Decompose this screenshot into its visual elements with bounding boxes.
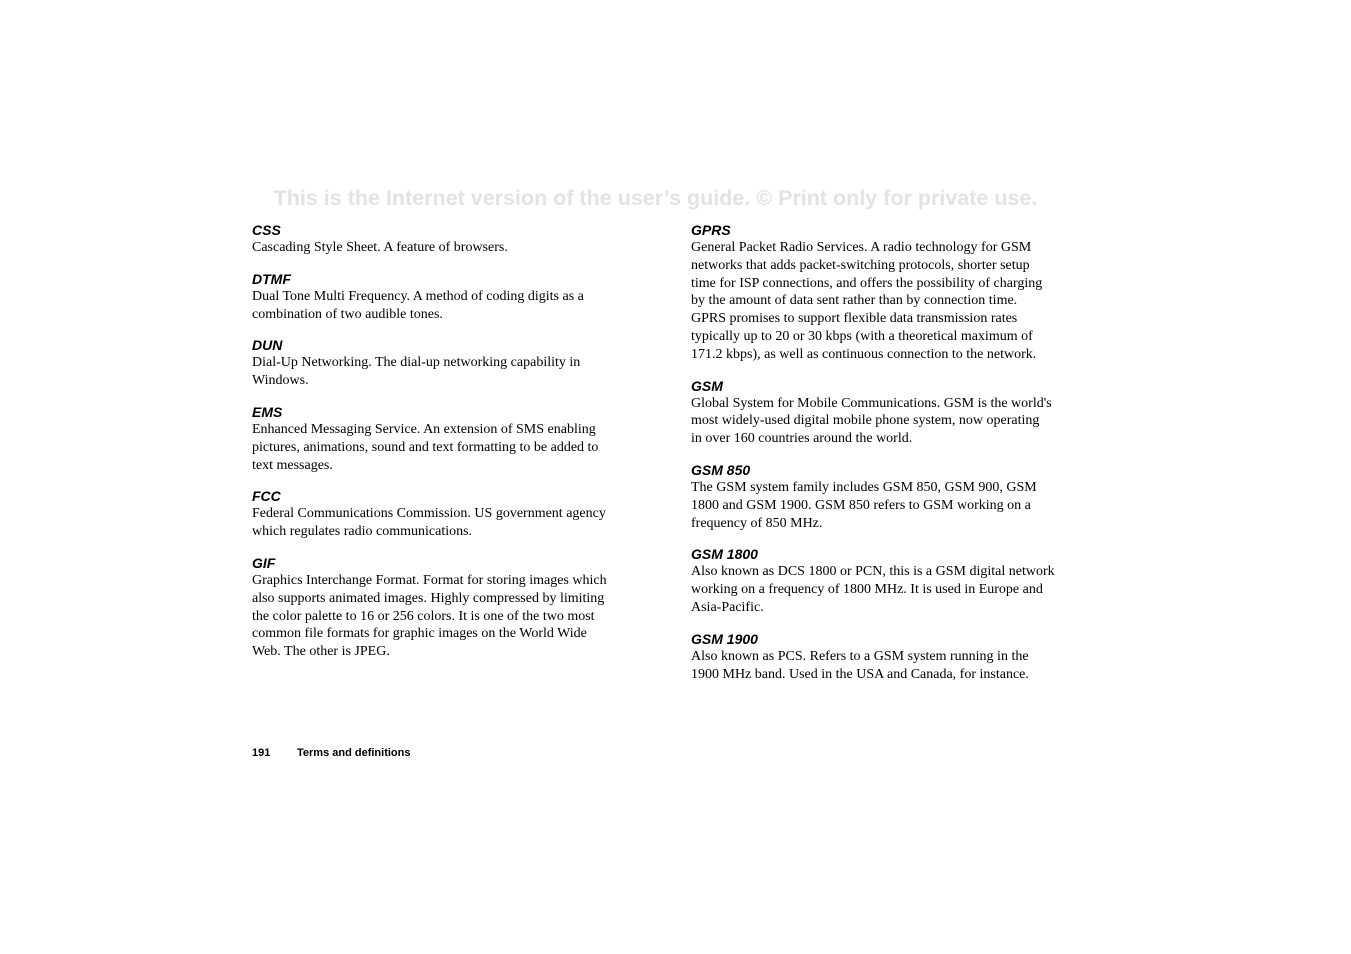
- glossary-entry-gsm-1800: [691, 546, 1063, 616]
- term-heading: FCC: [252, 488, 281, 505]
- term-heading: GIF: [252, 554, 276, 571]
- definition-text: Federal Communications Commission. US government agency which regulates radio communications.: [252, 506, 606, 540]
- definition-text: Enhanced Messaging Service. An extension of SMS enabling pictures, animations, sound and text formatting to be added to text messages.: [252, 421, 599, 473]
- term-heading: GSM 1800: [691, 546, 758, 563]
- term-heading: GSM: [691, 377, 723, 394]
- section-title: Terms and definitions: [297, 747, 411, 759]
- definition-text: Also known as DCS 1800 or PCN, this is a GSM digital network working on a frequency of 1800 MHz. It is used in Europe and Asia-Pacific.: [691, 564, 1055, 615]
- term-heading: GPRS: [691, 222, 731, 238]
- glossary-entry-gsm-850: [691, 462, 1063, 532]
- term-heading: CSS: [252, 222, 281, 238]
- definition-text: Also known as PCS. Refers to a GSM system running in the 1900 MHz band. Used in the USA and Canada, for instance.: [691, 648, 1029, 682]
- glossary-entry-gsm-1900: [691, 631, 1063, 684]
- definition-text: The GSM system family includes GSM 850, GSM 900, GSM 1800 and GSM 1900. GSM 850 refers to GSM working on a frequency of 850 MHz.: [691, 479, 1037, 531]
- glossary-entry-gif: [252, 555, 624, 661]
- watermark-banner: This is the Internet version of the user’s guide. © Print only for private use.: [273, 186, 1038, 210]
- glossary-entry-dun: [252, 337, 624, 390]
- term-heading: DUN: [252, 337, 283, 354]
- definition-text: Cascading Style Sheet. A feature of browsers.: [252, 240, 508, 255]
- page-footer: [252, 745, 410, 761]
- glossary-entry-fcc: [252, 488, 624, 541]
- definition-text: Dual Tone Multi Frequency. A method of coding digits as a combination of two audible tones.: [252, 288, 584, 322]
- definition-text: Graphics Interchange Format. Format for storing images which also supports animated images. Highly compressed by limiting the color palette to 16 or 256 colors. It is one of the two most common file formats for graphic images on the World Wide Web. The other is JPEG.: [252, 572, 607, 660]
- glossary-entry-gsm: [691, 378, 1063, 448]
- left-column: [252, 222, 624, 675]
- term-heading: DTMF: [252, 270, 291, 287]
- glossary-entry-gprs: [691, 222, 1063, 364]
- glossary-entry-ems: [252, 404, 624, 474]
- glossary-entry-css: [252, 222, 624, 257]
- term-heading: GSM 1900: [691, 630, 758, 647]
- term-heading: EMS: [252, 403, 283, 420]
- definition-text: Global System for Mobile Communications. GSM is the world's most widely-used digital mobile phone system, now operating in over 160 countries around the world.: [691, 395, 1052, 447]
- page-number: 191: [252, 747, 271, 759]
- definition-text: Dial-Up Networking. The dial-up networking capability in Windows.: [252, 355, 581, 389]
- right-column: [691, 222, 1063, 697]
- glossary-entry-dtmf: [252, 271, 624, 324]
- definition-text: General Packet Radio Services. A radio technology for GSM networks that adds packet-switching protocols, shorter setup time for ISP connections, and offers the possibility of charging by the amount of data sent rather than by connection time. GPRS promises to support flexible data transmission rates typically up to 20 or 30 kbps (with a theoretical maximum of 171.2 kbps), as well as continuous connection to the network.: [691, 240, 1043, 362]
- term-heading: GSM 850: [691, 461, 751, 478]
